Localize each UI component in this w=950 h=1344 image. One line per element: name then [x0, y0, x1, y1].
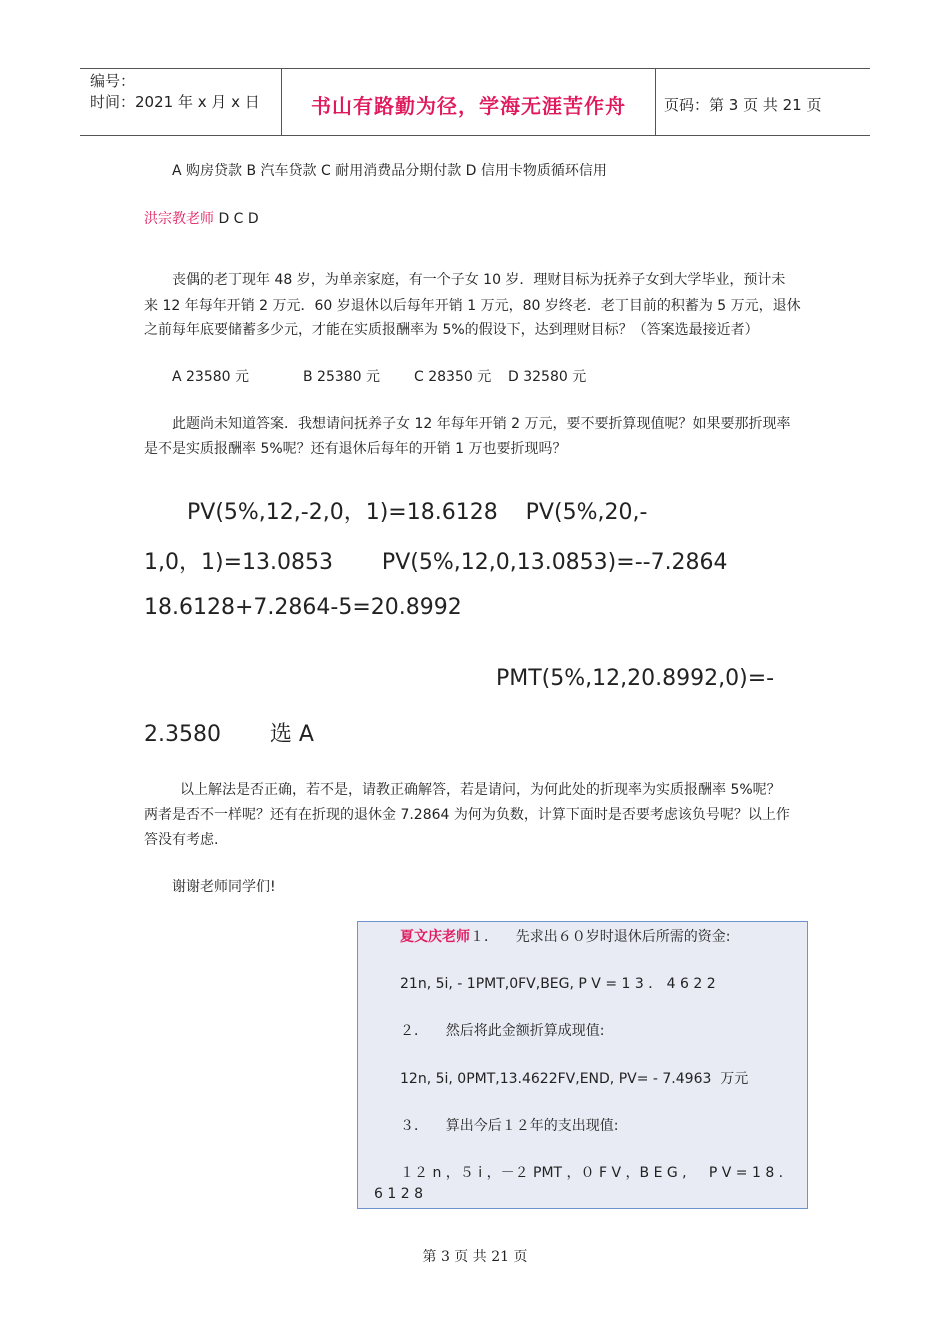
choice-d: D 32580 元	[508, 369, 587, 385]
followup-line: 是不是实质报酬率 5%呢？还有退休后每年的开销 1 万也要折现吗？	[144, 441, 567, 457]
serial-label: 编号：	[90, 72, 136, 90]
date-line: 时间：2021 年 x 月 x 日	[90, 93, 260, 111]
teacher-answer-box	[357, 921, 808, 1209]
answer-line-1	[144, 209, 259, 229]
box-line-5: ３． 算出今后１２年的支出现值:	[400, 1118, 619, 1134]
thanks-line: 谢谢老师同学们!	[172, 879, 276, 895]
choice-b: B 25380 元	[303, 369, 381, 385]
calc-line: 18.6128+7.2864-5=20.8992	[144, 595, 462, 620]
box-line-7: 6 1 2 8	[374, 1186, 423, 1202]
question-line: 之前每年底要储蓄多少元，才能在实质报酬率为 5%的假设下，达到理财目标？（答案选最接近者）	[144, 322, 759, 338]
header-top-rule	[80, 68, 870, 69]
box-line-4: 12n, 5i, 0PMT,13.4622FV,END, PV= - 7.4963 万元	[400, 1071, 749, 1087]
teacher-name: 夏文庆老师	[400, 929, 470, 945]
calc-line: PV(5%,12,-2,0，1)=18.6128 PV(5%,20,-	[187, 500, 648, 525]
question-line: 丧偶的老丁现年 48 岁，为单亲家庭，有一个子女 10 岁．理财目标为抚养子女到大学毕业，预计未	[172, 272, 786, 288]
page-info: 页码：第 3 页 共 21 页	[664, 96, 822, 114]
options-line: A 购房贷款 B 汽车贷款 C 耐用消费品分期付款 D 信用卡物质循环信用	[172, 163, 607, 179]
question2-line: 以上解法是否正确，若不是，请教正确解答，若是请问，为何此处的折现率为实质报酬率 5%呢？	[180, 782, 781, 798]
page-footer: 第 3 页 共 21 页	[422, 1249, 528, 1265]
followup-line: 此题尚未知道答案．我想请问抚养子女 12 年每年开销 2 万元，要不要折算现值呢？如果要那折现率	[172, 416, 791, 432]
calc-line: 2.3580 选 A	[144, 722, 314, 747]
calc-line: PMT(5%,12,20.8992,0)=-	[496, 666, 775, 691]
teacher-name: 洪宗教老师	[144, 211, 214, 227]
calc-line: 1,0，1)=13.0853 PV(5%,12,0,13.0853)=--7.2864	[144, 550, 728, 575]
choice-c: C 28350 元	[414, 369, 492, 385]
header-divider-right	[655, 68, 656, 135]
header-bottom-rule	[80, 135, 870, 136]
question-line: 来 12 年每年开销 2 万元．60 岁退休以后每年开销 1 万元，80 岁终老．老丁目前的积蓄为 5 万元，退休	[144, 298, 801, 314]
answer-text: D C D	[218, 211, 259, 227]
box-line-6: １２ n ，５ i ，－２ PMT ，０ F V ，B E G , P V = 1 8 .	[400, 1165, 784, 1181]
header-motto: 书山有路勤为径，学海无涯苦作舟	[311, 94, 626, 118]
choice-a: A 23580 元	[172, 369, 250, 385]
box-step-1: １． 先求出６０岁时退休后所需的资金:	[470, 929, 731, 945]
box-line-1	[400, 926, 731, 946]
box-line-2: 21n, 5i, - 1PMT,0FV,BEG, P V = 1 3 ． 4 6 2 2	[400, 976, 716, 992]
question2-line: 答没有考虑.	[144, 832, 219, 848]
box-line-3: ２． 然后将此金额折算成现值:	[400, 1023, 605, 1039]
question2-line: 两者是否不一样呢？还有在折现的退休金 7.2864 为何为负数，计算下面时是否要考虑该负号呢？以上作	[144, 807, 790, 823]
